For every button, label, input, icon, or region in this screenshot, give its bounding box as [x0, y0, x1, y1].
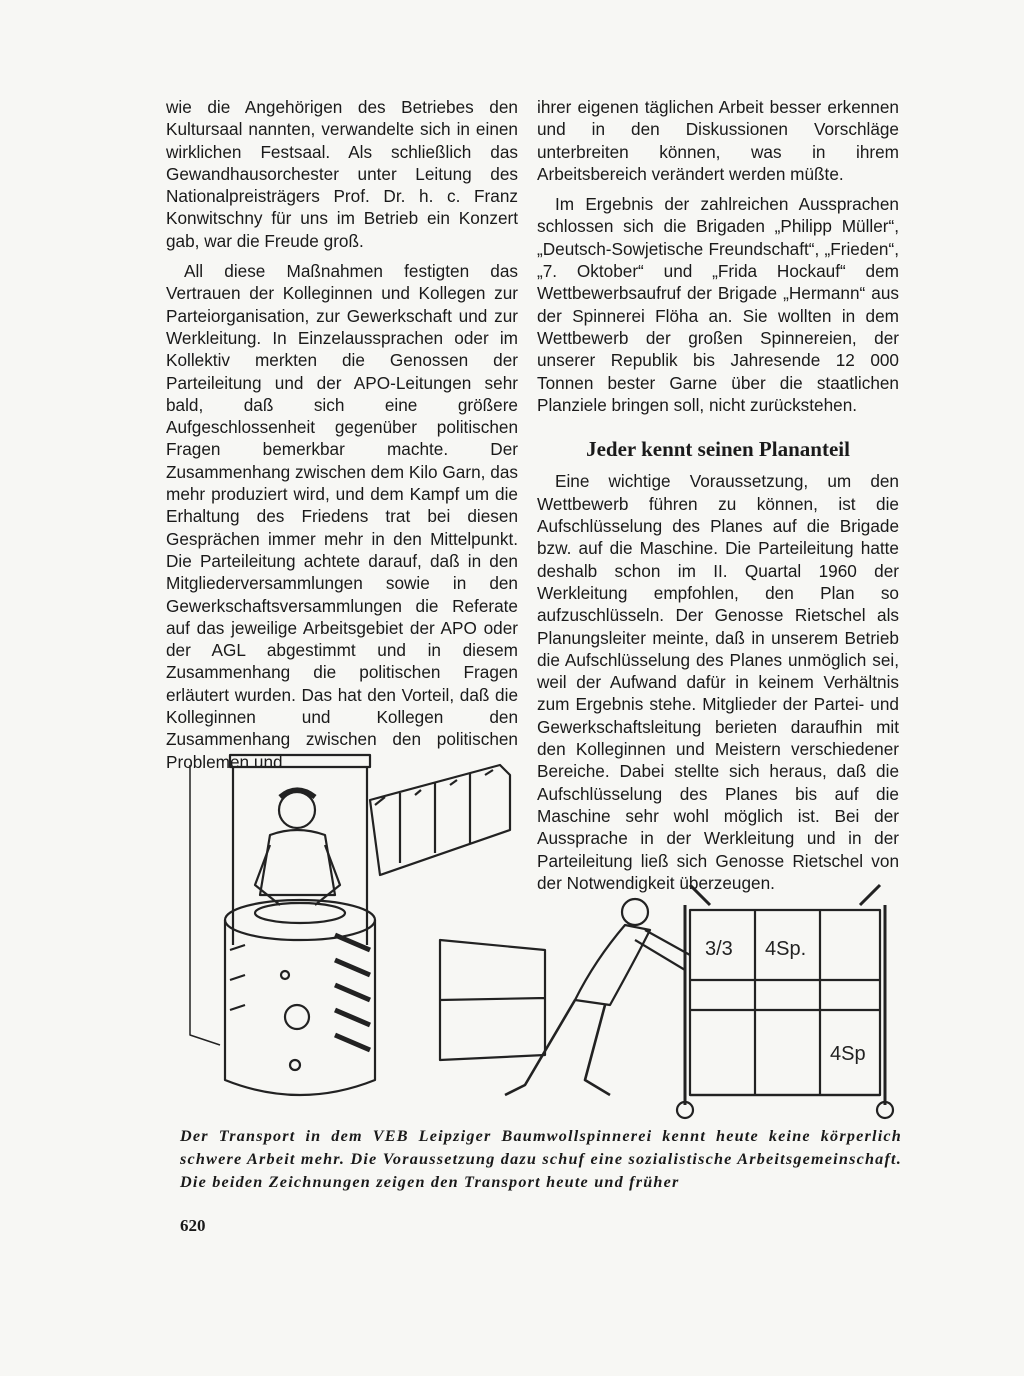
- cart-label-2: 4Sp.: [765, 938, 807, 960]
- right-paragraph-1: ihrer eigenen täglichen Arbeit besser erkennen und in den Diskussionen Vorschläge unterbreiten können, was in ihrem Arbeitsbereich verändert werden müßte.: [537, 97, 899, 184]
- background-cart: [440, 940, 545, 1060]
- left-paragraph-2: All diese Maßnahmen festigten das Vertrauen der Kolleginnen und Kollegen zur Parteiorganisation, zur Gewerkschaft und zur Werkleitung. In Einzelaussprachen oder im Kollektiv merkten die Genossen der Parteileitung und der APO-Leitungen sehr bald, daß sich eine größere Aufgeschlossenheit gegenüber politischen Fragen bemerkbar machte. Der Zusammenhang zwischen dem Kilo Garn, das mehr produziert wird, und dem Kampf um die Erhaltung des Friedens trat bei diesen Gesprächen immer mehr in den Mittelpunkt. Die Parteileitung achtete darauf, daß in den Mitgliederversammlungen sowie in den Gewerkschaftsversammlungen die Referate auf das jeweilige Arbeitsgebiet der APO oder der AGL abgestimmt und in diesem Zusammenhang die politischen Fragen erläutert wurden. Das hat den Vorteil, daß die Kolleginnen und Kollegen den Zusammenhang zwischen den politischen Problemen und: [166, 261, 518, 772]
- worker-head: [622, 899, 648, 925]
- pushing-cart-illustration: [435, 880, 900, 1130]
- figure-caption: Der Transport in dem VEB Leipziger Baumwollspinnerei kennt heute keine körperlich schwere Arbeit mehr. Die Voraussetzung dazu schuf eine sozialistische Arbeitsgemeinschaft. Die beiden Zeichnungen zeigen den Transport heute und früher: [180, 1127, 902, 1191]
- operator-body: [260, 830, 335, 895]
- right-paragraph-2: Im Ergebnis der zahlreichen Aussprachen schlossen sich die Brigaden „Philipp Müller“, „Deutsch-Sowjetische Freundschaft“, „Frieden“, „7. Oktober“ und „Frida Hockauf“ dem Wettbewerbsaufruf der Brigade „Hermann“ aus der Spinnerei Flöha an. Sie wollten in dem Wettbewerb der großen Spinnereien, der unserer Republik bis Jahresende 12 000 Tonnen bester Garne über die staatlichen Planziele bringen soll, nicht zurückstehen.: [537, 194, 899, 415]
- left-column: [166, 96, 518, 781]
- section-heading: Jeder kennt seinen Plananteil: [586, 437, 850, 462]
- worker-body: [575, 925, 650, 1005]
- operator-head: [279, 792, 315, 828]
- cart-emblem: [285, 1005, 309, 1029]
- cart-canopy: [230, 755, 370, 767]
- page-number: 620: [180, 1216, 206, 1235]
- right-paragraph-3: Eine wichtige Voraussetzung, um den Wettbewerb führen zu können, ist die Aufschlüsselung des Planes auf die Brigade bzw. auf die Maschine. Die Parteileitung hatte deshalb schon im II. Quartal 1960 der Werkleitung empfohlen, den Plan so aufzuschlüsseln. Der Genosse Rietschel als Planungsleiter meinte, daß in unserem Betrieb die Aufschlüsselung des Planes unmöglich sei, weil der Aufwand dafür in keinem Verhältnis zum Ergebnis stehe. Mitglieder der Partei- und Gewerkschaftsleitung berieten daraufhin mit den Kolleginnen und Meistern verschiedener Bereiche. Dabei stellte sich heraus, daß die Aufschlüsselung des Planes bis auf die Maschine sehr wohl möglich ist. Bei der Aussprache in der Werkleitung und in der Parteileitung ließ sich Genosse Rietschel von der Notwendigkeit überzeugen.: [537, 471, 899, 893]
- right-column: [537, 96, 899, 902]
- left-paragraph-1: wie die Angehörigen des Betriebes den Kultursaal nannten, verwandelte sich in einen wirklichen Festsaal. Als schließlich das Gewandhausorchester unter Leitung des Nationalpreisträgers Prof. Dr. h. c. Franz Konwitschny für uns im Betrieb ein Konzert gab, war die Freude groß.: [166, 97, 518, 251]
- cart-top-rim: [225, 900, 375, 940]
- cart-label-3: 4Sp: [830, 1043, 866, 1065]
- box-train-outline: [370, 765, 510, 875]
- steering-wheel: [255, 903, 345, 923]
- cart-label-1: 3/3: [705, 938, 733, 960]
